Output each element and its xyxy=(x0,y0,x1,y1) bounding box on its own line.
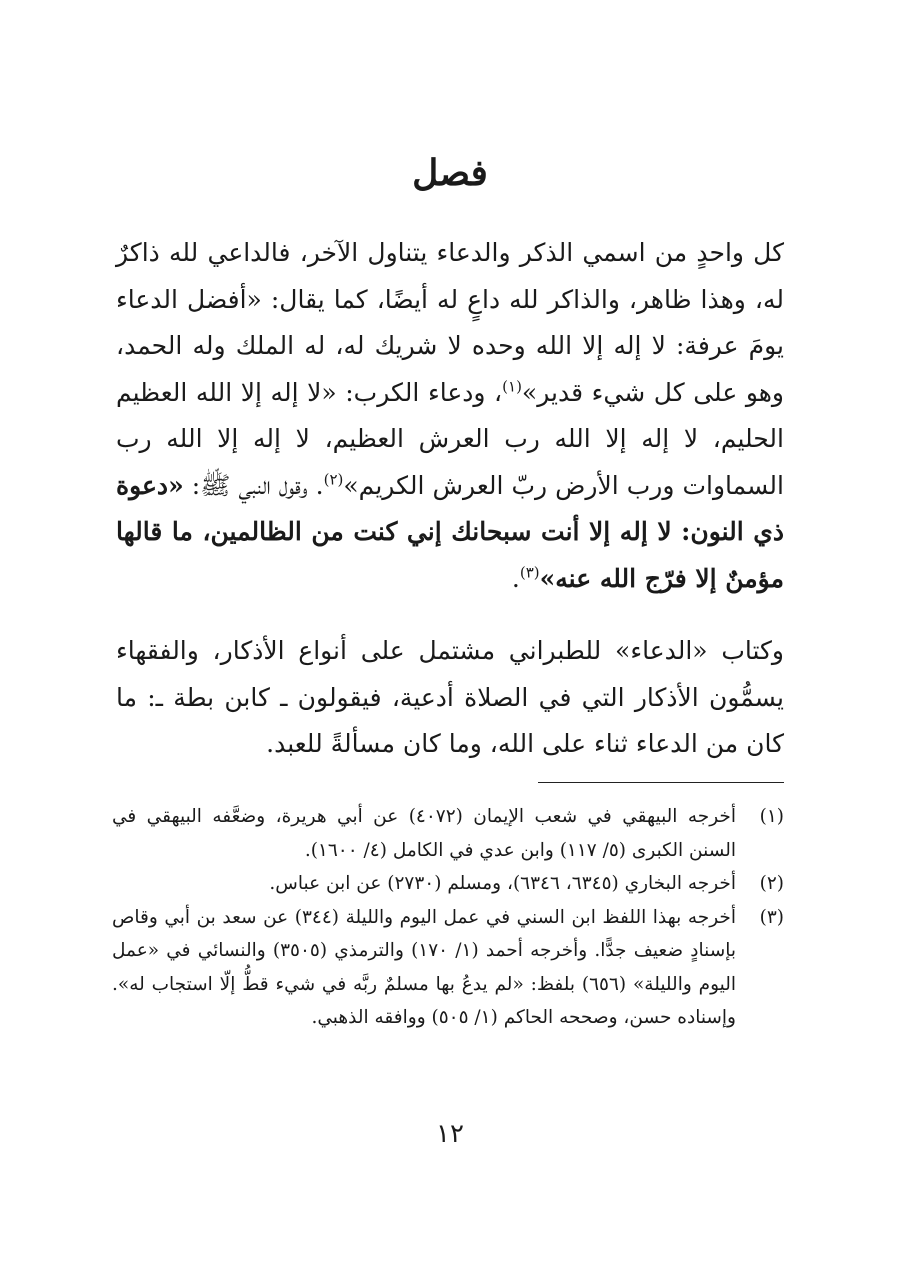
hadith-quote-bold: «دعوة ذي النون: لا إله إلا أنت سبحانك إني كنت من الظالمين، ما قالها مؤمنٌ إلا فرّج الله عنه» xyxy=(116,470,784,593)
paragraph-1-part-4: . xyxy=(511,563,520,593)
footnote-text: أخرجه البيهقي في شعب الإيمان (٤٠٧٢) عن أبي هريرة، وضعَّفه البيهقي في السنن الكبرى (٥/ ١١٧) وابن عدي في الكامل (٤/ ١٦٠٠). xyxy=(112,806,736,861)
paragraph-1 xyxy=(116,230,784,602)
footnote-separator xyxy=(538,782,784,783)
footnote-number: (١) xyxy=(759,806,784,827)
footnote-number: (٢) xyxy=(759,873,784,894)
section-title: فصل xyxy=(412,152,488,194)
page-number: ١٢ xyxy=(436,1119,464,1149)
paragraph-2: وكتاب «الدعاء» للطبراني مشتمل على أنواع الأذكار، والفقهاء يسمُّون الأذكار التي في الصلاة أدعية، فيقولون ـ كابن بطة ـ: ما كان من الدعاء ثناء على الله، وما كان مسألةً للعبد. xyxy=(116,636,784,758)
footnote-3 xyxy=(112,901,784,1035)
footnote-ref-1[interactable]: (١) xyxy=(502,377,522,396)
footnote-text: أخرجه البخاري (٦٣٤٥، ٦٣٤٦)، ومسلم (٢٧٣٠) عن ابن عباس. xyxy=(269,873,736,894)
footnote-2 xyxy=(112,867,784,901)
footnote-1 xyxy=(112,800,784,867)
main-text xyxy=(116,230,784,768)
paragraph-1-part-3: . وقول النبي ﷺ: xyxy=(183,470,324,500)
footnote-ref-3[interactable]: (٣) xyxy=(519,563,540,582)
footnotes-list xyxy=(112,800,784,1035)
paragraph-1-part-1: كل واحدٍ من اسمي الذكر والدعاء يتناول الآخر، فالداعي لله ذاكرٌ له، وهذا ظاهر، والذاكر لله داعٍ له أيضًا، كما يقال: «أفضل الدعاء يومَ عرفة: لا إله إلا الله وحده لا شريك له، له الملك وله الحمد، وهو على كل شيء قدير» xyxy=(116,238,784,407)
footnote-number: (٣) xyxy=(759,906,784,928)
footnote-text: أخرجه بهذا اللفظ ابن السني في عمل اليوم والليلة (٣٤٤) عن سعد بن أبي وقاص بإسنادٍ ضعيف جدًّا. وأخرجه أحمد (١/ ١٧٠) والترمذي (٣٥٠٥) والنسائي في «عمل اليوم والليلة» (٦٥٦) بلفظ: «لم يدعُ بها مسلمٌ ربَّه في شيء قطُّ إلّا استجاب له». وإسناده حسن، وصححه الحاكم (١/ ٥٠٥) ووافقه الذهبي. xyxy=(112,906,736,1028)
footnote-ref-2[interactable]: (٢) xyxy=(323,470,344,489)
paragraph-1-part-2: ، ودعاء الكرب: «لا إله إلا الله العظيم الحليم، لا إله إلا الله رب العرش العظيم، لا إله إلا الله رب السماوات ورب الأرض ربّ العرش الكريم» xyxy=(116,377,784,500)
